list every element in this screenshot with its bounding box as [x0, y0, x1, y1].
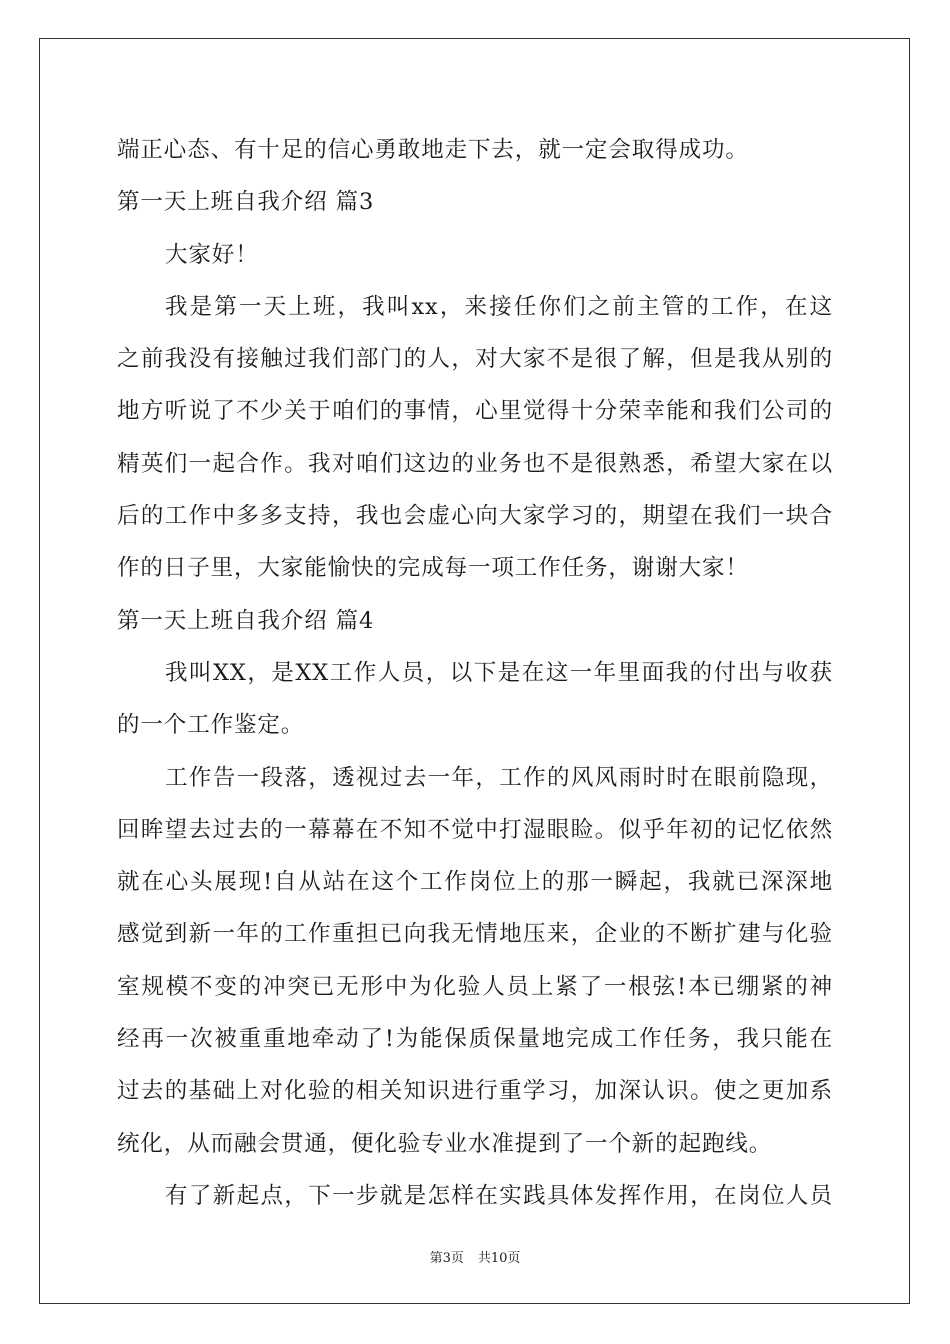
page-footer [0, 1247, 950, 1266]
text-line: 统化，从而融会贯通，便化验专业水准提到了一个新的起跑线。 [117, 1130, 773, 1157]
text-line: 回眸望去过去的一幕幕在不知不觉中打湿眼睑。似乎年初的记忆依然 [117, 816, 833, 843]
text-line: 室规模不变的冲突已无形中为化验人员上紧了一根弦!本已绷紧的神 [117, 973, 833, 1000]
text-line: 作的日子里，大家能愉快的完成每一项工作任务，谢谢大家！ [117, 555, 749, 582]
text-line: 我叫XX，是XX工作人员，以下是在这一年里面我的付出与收获 [165, 659, 833, 686]
text-line: 就在心头展现!自从站在这个工作岗位上的那一瞬起，我就已深深地 [117, 869, 833, 896]
document-body [117, 124, 833, 1222]
text-line: 我是第一天上班，我叫xx，来接任你们之前主管的工作，在这 [165, 293, 833, 320]
text-line: 有了新起点，下一步就是怎样在实践具体发挥作用，在岗位人员 [165, 1182, 833, 1209]
text-line: 经再一次被重重地牵动了!为能保质保量地完成工作任务，我只能在 [117, 1026, 833, 1053]
text-line: 第一天上班自我介绍 篇3 [117, 189, 375, 216]
text-line: 过去的基础上对化验的相关知识进行重学习，加深认识。使之更加系 [117, 1078, 833, 1105]
page-number: 第3页 [429, 1251, 464, 1266]
text-line: 之前我没有接触过我们部门的人，对大家不是很了解，但是我从别的 [117, 346, 833, 373]
text-line: 后的工作中多多支持，我也会虚心向大家学习的，期望在我们一块合 [117, 503, 833, 530]
text-line: 感觉到新一年的工作重担已向我无情地压来，企业的不断扩建与化验 [117, 921, 833, 948]
text-line: 地方听说了不少关于咱们的事情，心里觉得十分荣幸能和我们公司的 [117, 398, 833, 425]
page-total: 共10页 [477, 1251, 521, 1266]
text-line: 端正心态、有十足的信心勇敢地走下去，就一定会取得成功。 [117, 137, 749, 163]
text-line: 工作告一段落，透视过去一年，工作的风风雨时时在眼前隐现， [165, 764, 833, 791]
text-line: 的一个工作鉴定。 [117, 712, 305, 739]
text-line: 第一天上班自我介绍 篇4 [117, 607, 375, 634]
text-line: 精英们一起合作。我对咱们这边的业务也不是很熟悉，希望大家在以 [117, 450, 833, 477]
text-line: 大家好！ [165, 241, 259, 268]
